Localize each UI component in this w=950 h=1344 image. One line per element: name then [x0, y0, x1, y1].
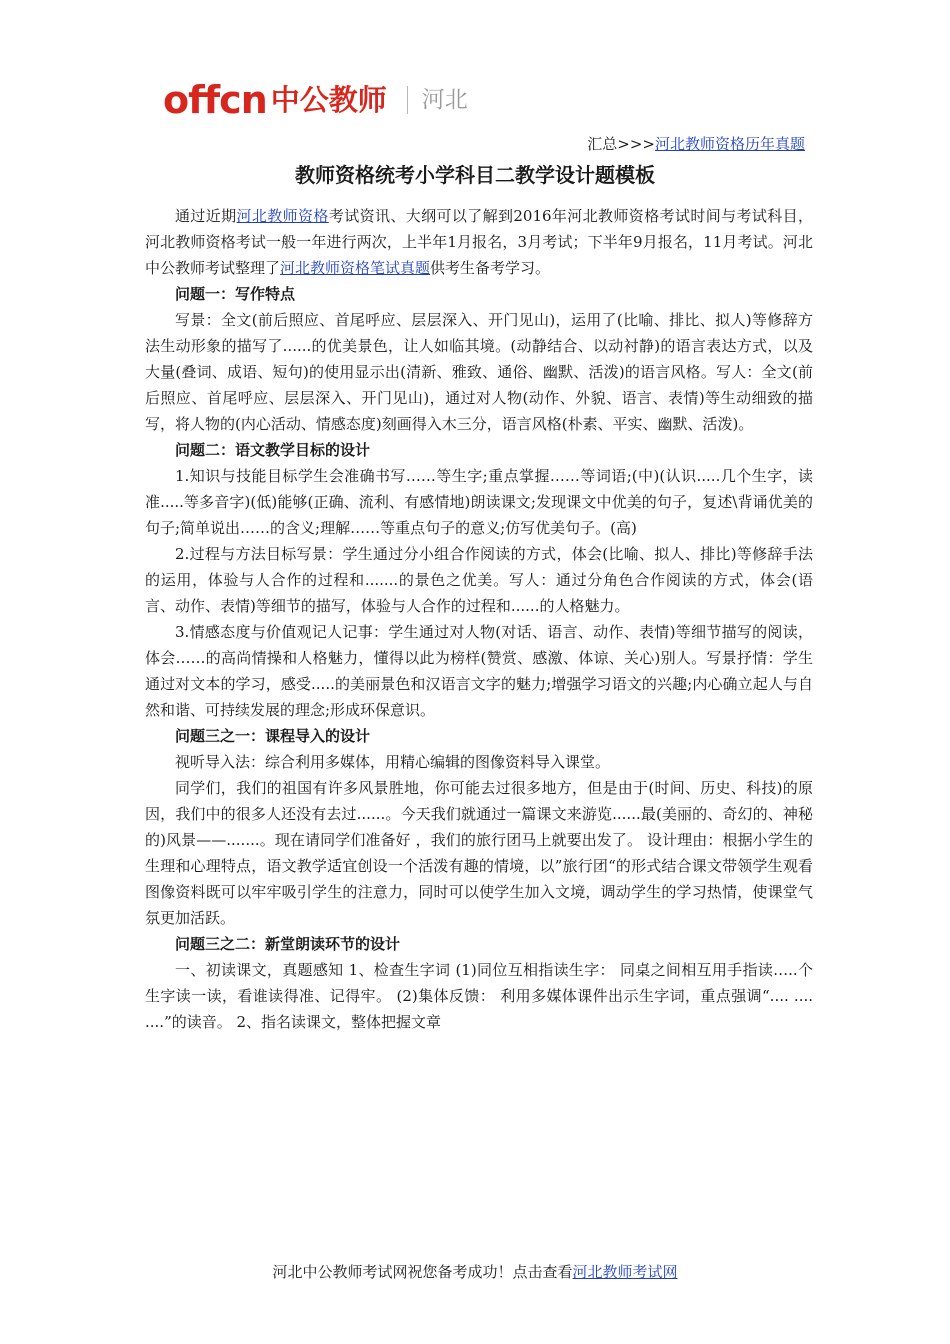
page-footer: [0, 1261, 950, 1283]
logo-region-text: 河北: [421, 87, 468, 113]
section-1-paragraph-1: 写景：全文(前后照应、首尾呼应、层层深入、开门见山)，运用了(比喻、排比、拟人)等修辞方法生动形象的描写了......的优美景色，让人如临其境。(动静结合、以动衬静)的语言表达方式，以及大量(叠词、成语、短句)的使用显示出(清新、雅致、通俗、幽默、活泼)的语言风格。写人：全文(前后照应、首尾呼应、层层深入、开门见山)，通过对人物(动作、外貌、语言、表情)等生动细致的描写，将人物的(内心活动、情感态度)刻画得入木三分，语言风格(朴素、平实、幽默、活泼)。: [145, 311, 813, 433]
intro-text-3: 供考生备考学习。: [430, 259, 551, 277]
section-2-paragraph-1: 1.知识与技能目标学生会准确书写……等生字;重点掌握……等词语;(中)(认识.....几个生字，读准.....等多音字)(低)能够(正确、流利、有感情地)朗读课文;发现课文中优美的句子，复述\背诵优美的句子;简单说出……的含义;理解……等重点句子的意义;仿写优美句子。(高): [145, 467, 813, 537]
hebei-teacher-exam-site-link[interactable]: 河北教师考试网: [572, 1263, 678, 1281]
section-3-paragraph-2: 同学们，我们的祖国有许多风景胜地，你可能去过很多地方，但是由于(时间、历史、科技)的原因，我们中的很多人还没有去过......。今天我们就通过一篇课文来游览......最(美丽的、奇幻的、神秘的)风景——.......。现在请同学们准备好 ，我们的旅行团马上就要出发了。 设计理由：根据小学生的生理和心理特点，语文教学适宜创设一个活泼有趣的情境，以”旅行团“的形式结合课文带领学生观看图像资料既可以牢牢吸引学生的注意力，同时可以使学生加入文境，调动学生的学习热情，使课堂气氛更加活跃。: [145, 779, 813, 927]
logo-offcn-text: offcn: [163, 78, 267, 122]
summary-prefix: 汇总>>>: [587, 135, 655, 153]
offcn-logo: [163, 78, 468, 122]
past-exams-link[interactable]: 河北教师资格历年真题: [654, 135, 805, 153]
written-exam-link[interactable]: 河北教师资格笔试真题: [280, 259, 431, 277]
section-4-heading: 问题三之二：新堂朗读环节的设计: [175, 935, 401, 953]
intro-text-2: 考试资讯、大纲可以了解到2016年河北教师资格考试时间与考试科目，河北教师资格考试一般一年进行两次，上半年1月报名，3月考试；下半年9月报名，11月考试。河北中公教师考试整理了: [145, 207, 813, 277]
section-2-paragraph-2: 2.过程与方法目标写景：学生通过分小组合作阅读的方式，体会(比喻、拟人、排比)等修辞手法的运用，体验与人合作的过程和.......的景色之优美。写人：通过分角色合作阅读的方式，体会(语言、动作、表情)等细节的描写，体验与人合作的过程和......的人格魅力。: [145, 545, 813, 615]
section-1-heading: 问题一：写作特点: [175, 285, 296, 303]
logo-brand-text: 中公教师: [270, 83, 387, 117]
document-title: 教师资格统考小学科目二教学设计题模板: [295, 163, 655, 187]
section-4-paragraph-1: 一、初读课文，真题感知 1、检查生字词 (1)同位互相指读生字： 同桌之间相互用手指读…..个生字读一读，看谁读得准、记得牢。 (2)集体反馈： 利用多媒体课件出示生字词，重点强调“.... .... ....”的读音。 2、指名读课文，整体把握文章: [145, 961, 813, 1031]
intro-paragraph: [145, 203, 813, 281]
hebei-teacher-cert-link[interactable]: 河北教师资格: [236, 207, 329, 225]
section-2-paragraph-3: 3.情感态度与价值观记人记事：学生通过对人物(对话、语言、动作、表情)等细节描写的阅读，体会……的高尚情操和人格魅力，懂得以此为榜样(赞赏、感激、体谅、关心)别人。写景抒情：学生通过对文本的学习，感受.....的美丽景色和汉语言文字的魅力;增强学习语文的兴趣;内心确立起人与自然和谐、可持续发展的理念;形成环保意识。: [145, 623, 813, 719]
section-3-heading: 问题三之一：课程导入的设计: [175, 727, 371, 745]
section-3-paragraph-1: 视听导入法：综合利用多媒体，用精心编辑的图像资料导入课堂。: [175, 753, 611, 771]
footer-text: 河北中公教师考试网祝您备考成功！点击查看: [272, 1263, 573, 1281]
summary-line: [587, 133, 805, 155]
logo-divider: [407, 86, 408, 114]
intro-text-1: 通过近期: [175, 207, 237, 225]
section-2-heading: 问题二：语文教学目标的设计: [175, 441, 371, 459]
document-body: [145, 203, 813, 1035]
